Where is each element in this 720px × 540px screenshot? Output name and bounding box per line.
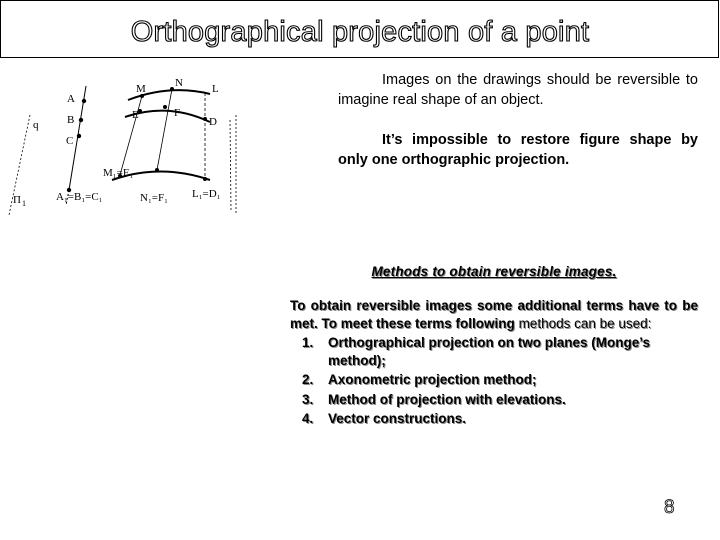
label-c: C: [66, 135, 74, 147]
label-n: N: [175, 77, 183, 89]
methods-section: [290, 264, 698, 430]
label-d: D: [209, 116, 217, 128]
label-e: E: [132, 109, 139, 121]
list-item: 2. Axonometric projection method;: [302, 372, 537, 387]
label-pi: Π: [13, 194, 21, 206]
plane-edge-right-2: [230, 120, 231, 210]
label-f: F: [174, 107, 181, 119]
ray-n: [157, 89, 172, 170]
methods-intro: To obtain reversible images some additional terms have to be met. To meet these terms following methods can be used:: [290, 298, 698, 331]
list-item: 4. Vector constructions.: [302, 411, 467, 426]
label-b: B: [67, 114, 75, 126]
paragraph-impossible: It’s impossible to restore figure shape by only one orthographic projection.: [338, 132, 698, 168]
list-item: 1. Orthographical projection on two planes (Monge’s method);: [302, 335, 651, 368]
slide-title: Orthographical projection of a point: [130, 16, 590, 48]
projection-figure: [0, 70, 240, 220]
label-ld-proj: L₁=D₁: [192, 188, 221, 200]
label-me-proj: M₁=E₁: [103, 167, 134, 179]
paragraph-reversible: Images on the drawings should be reversible to imagine real shape of an object.: [338, 72, 698, 108]
methods-heading: Methods to obtain reversible images.: [371, 264, 617, 279]
ray-m: [120, 96, 142, 175]
point-a: [82, 99, 86, 103]
point-b: [79, 118, 83, 122]
label-nf-proj: N₁=F₁: [140, 192, 168, 204]
label-a: A: [67, 93, 75, 105]
label-m: M: [136, 83, 146, 95]
label-pi-sub: 1: [22, 199, 26, 208]
label-q: q: [33, 119, 39, 131]
methods-list: [290, 334, 698, 428]
label-abc-proj: A₁=B₁=C₁: [56, 191, 103, 203]
list-item: 3. Method of projection with elevations.: [302, 391, 566, 407]
page-number: 8: [664, 497, 675, 518]
label-l: L: [212, 83, 219, 95]
point-c: [77, 134, 81, 138]
